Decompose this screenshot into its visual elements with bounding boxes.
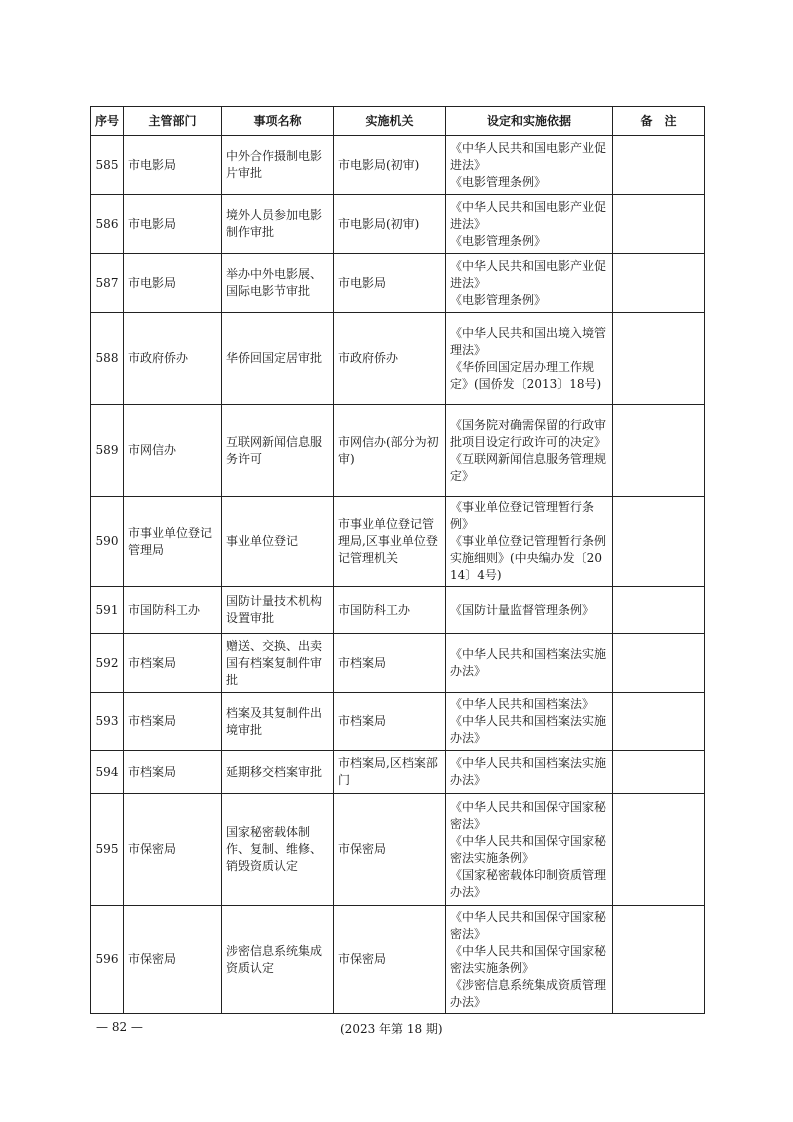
serial-cell: 594 xyxy=(91,751,124,794)
item-name-cell: 延期移交档案审批 xyxy=(222,751,334,794)
basis-cell xyxy=(446,751,613,794)
agency-cell: 市政府侨办 xyxy=(334,313,446,405)
agency-cell: 市档案局 xyxy=(334,634,446,693)
department-cell: 市国防科工办 xyxy=(124,587,222,634)
department-cell: 市档案局 xyxy=(124,751,222,794)
serial-cell: 585 xyxy=(91,136,124,195)
remarks-cell xyxy=(613,313,705,405)
header-item-name: 事项名称 xyxy=(222,107,334,136)
item-name-cell: 境外人员参加电影制作审批 xyxy=(222,195,334,254)
basis-line: 《中华人民共和国电影产业促进法》 xyxy=(450,199,607,231)
item-name-cell: 中外合作摄制电影片审批 xyxy=(222,136,334,195)
table-row xyxy=(91,195,705,254)
page-number: — 82 — xyxy=(96,1020,143,1034)
agency-cell: 市保密局 xyxy=(334,906,446,1014)
department-cell: 市电影局 xyxy=(124,195,222,254)
table-row xyxy=(91,136,705,195)
basis-line: 《中华人民共和国档案法》 xyxy=(450,697,595,711)
item-name-cell: 举办中外电影展、国际电影节审批 xyxy=(222,254,334,313)
basis-line: 《事业单位登记管理暂行条例实施细则》(中央编办发〔2014〕4号) xyxy=(450,534,607,582)
serial-cell: 592 xyxy=(91,634,124,693)
basis-cell xyxy=(446,405,613,497)
table-row xyxy=(91,254,705,313)
table-row xyxy=(91,587,705,634)
department-cell: 市网信办 xyxy=(124,405,222,497)
remarks-cell xyxy=(613,195,705,254)
basis-cell xyxy=(446,634,613,693)
table-row xyxy=(91,794,705,906)
basis-line: 《电影管理条例》 xyxy=(450,233,547,248)
table-header-row xyxy=(91,107,705,136)
basis-line: 《国务院对确需保留的行政审批项目设定行政许可的决定》 xyxy=(450,417,607,449)
basis-line: 《互联网新闻信息服务管理规定》 xyxy=(450,451,607,483)
basis-line: 《中华人民共和国出境入境管理法》 xyxy=(450,325,607,357)
serial-cell: 588 xyxy=(91,313,124,405)
basis-cell xyxy=(446,587,613,634)
remarks-cell xyxy=(613,405,705,497)
basis-line: 《国家秘密载体印制资质管理办法》 xyxy=(450,867,607,899)
agency-cell: 市电影局(初审) xyxy=(334,195,446,254)
basis-line: 《电影管理条例》 xyxy=(450,174,547,189)
department-cell: 市保密局 xyxy=(124,906,222,1014)
agency-cell: 市网信办(部分为初审) xyxy=(334,405,446,497)
department-cell: 市政府侨办 xyxy=(124,313,222,405)
agency-cell: 市档案局,区档案部门 xyxy=(334,751,446,794)
basis-cell xyxy=(446,313,613,405)
agency-cell: 市电影局 xyxy=(334,254,446,313)
table-row xyxy=(91,497,705,587)
agency-cell: 市档案局 xyxy=(334,693,446,751)
item-name-cell: 互联网新闻信息服务许可 xyxy=(222,405,334,497)
serial-cell: 590 xyxy=(91,497,124,587)
table-row xyxy=(91,693,705,751)
item-name-cell: 涉密信息系统集成资质认定 xyxy=(222,906,334,1014)
remarks-cell xyxy=(613,634,705,693)
remarks-cell xyxy=(613,587,705,634)
basis-cell xyxy=(446,195,613,254)
basis-cell xyxy=(446,693,613,751)
basis-cell xyxy=(446,497,613,587)
issue-label: (2023 年第 18 期) xyxy=(340,1022,443,1036)
header-agency: 实施机关 xyxy=(334,107,446,136)
serial-cell: 587 xyxy=(91,254,124,313)
item-name-cell: 华侨回国定居审批 xyxy=(222,313,334,405)
department-cell: 市档案局 xyxy=(124,693,222,751)
item-name-cell: 国家秘密载体制作、复制、维修、销毁资质认定 xyxy=(222,794,334,906)
item-name-cell: 国防计量技术机构设置审批 xyxy=(222,587,334,634)
agency-cell: 市事业单位登记管理局,区事业单位登记管理机关 xyxy=(334,497,446,587)
department-cell: 市电影局 xyxy=(124,136,222,195)
item-name-cell: 事业单位登记 xyxy=(222,497,334,587)
serial-cell: 591 xyxy=(91,587,124,634)
serial-cell: 586 xyxy=(91,195,124,254)
serial-cell: 589 xyxy=(91,405,124,497)
basis-cell xyxy=(446,254,613,313)
basis-line: 《中华人民共和国电影产业促进法》 xyxy=(450,140,607,172)
basis-line: 《国防计量监督管理条例》 xyxy=(450,602,595,617)
item-name-cell: 档案及其复制件出境审批 xyxy=(222,693,334,751)
table-row xyxy=(91,751,705,794)
department-cell: 市电影局 xyxy=(124,254,222,313)
header-department: 主管部门 xyxy=(124,107,222,136)
remarks-cell xyxy=(613,497,705,587)
table-row xyxy=(91,313,705,405)
header-basis: 设定和实施依据 xyxy=(446,107,613,136)
basis-line: 《中华人民共和国保守国家秘密法》 xyxy=(450,909,607,941)
basis-cell xyxy=(446,794,613,906)
table-row xyxy=(91,405,705,497)
basis-line: 《涉密信息系统集成资质管理办法》 xyxy=(450,977,607,1009)
basis-line: 《中华人民共和国保守国家秘密法》 xyxy=(450,799,607,831)
page-footer xyxy=(0,1020,793,1040)
basis-line: 《中华人民共和国保守国家秘密法实施条例》 xyxy=(450,943,607,975)
basis-line: 《中华人民共和国档案法实施办法》 xyxy=(450,756,607,787)
department-cell: 市保密局 xyxy=(124,794,222,906)
basis-line: 《华侨回国定居办理工作规定》(国侨发〔2013〕18号) xyxy=(450,359,602,391)
basis-line: 《事业单位登记管理暂行条例》 xyxy=(450,500,595,531)
basis-line: 《中华人民共和国档案法实施办法》 xyxy=(450,647,607,678)
remarks-cell xyxy=(613,254,705,313)
basis-line: 《电影管理条例》 xyxy=(450,292,547,307)
header-serial: 序号 xyxy=(91,107,124,136)
header-remarks: 备 注 xyxy=(613,107,705,136)
basis-cell xyxy=(446,136,613,195)
serial-cell: 593 xyxy=(91,693,124,751)
item-name-cell: 赠送、交换、出卖国有档案复制件审批 xyxy=(222,634,334,693)
agency-cell: 市保密局 xyxy=(334,794,446,906)
table-body xyxy=(91,136,705,1014)
agency-cell: 市国防科工办 xyxy=(334,587,446,634)
basis-line: 《中华人民共和国档案法实施办法》 xyxy=(450,714,607,745)
serial-cell: 595 xyxy=(91,794,124,906)
basis-line: 《中华人民共和国电影产业促进法》 xyxy=(450,258,607,290)
table-row xyxy=(91,634,705,693)
department-cell: 市档案局 xyxy=(124,634,222,693)
basis-line: 《中华人民共和国保守国家秘密法实施条例》 xyxy=(450,833,607,865)
approval-items-table xyxy=(90,106,705,1014)
remarks-cell xyxy=(613,906,705,1014)
remarks-cell xyxy=(613,751,705,794)
basis-cell xyxy=(446,906,613,1014)
agency-cell: 市电影局(初审) xyxy=(334,136,446,195)
serial-cell: 596 xyxy=(91,906,124,1014)
remarks-cell xyxy=(613,693,705,751)
table-row xyxy=(91,906,705,1014)
department-cell: 市事业单位登记管理局 xyxy=(124,497,222,587)
remarks-cell xyxy=(613,794,705,906)
remarks-cell xyxy=(613,136,705,195)
